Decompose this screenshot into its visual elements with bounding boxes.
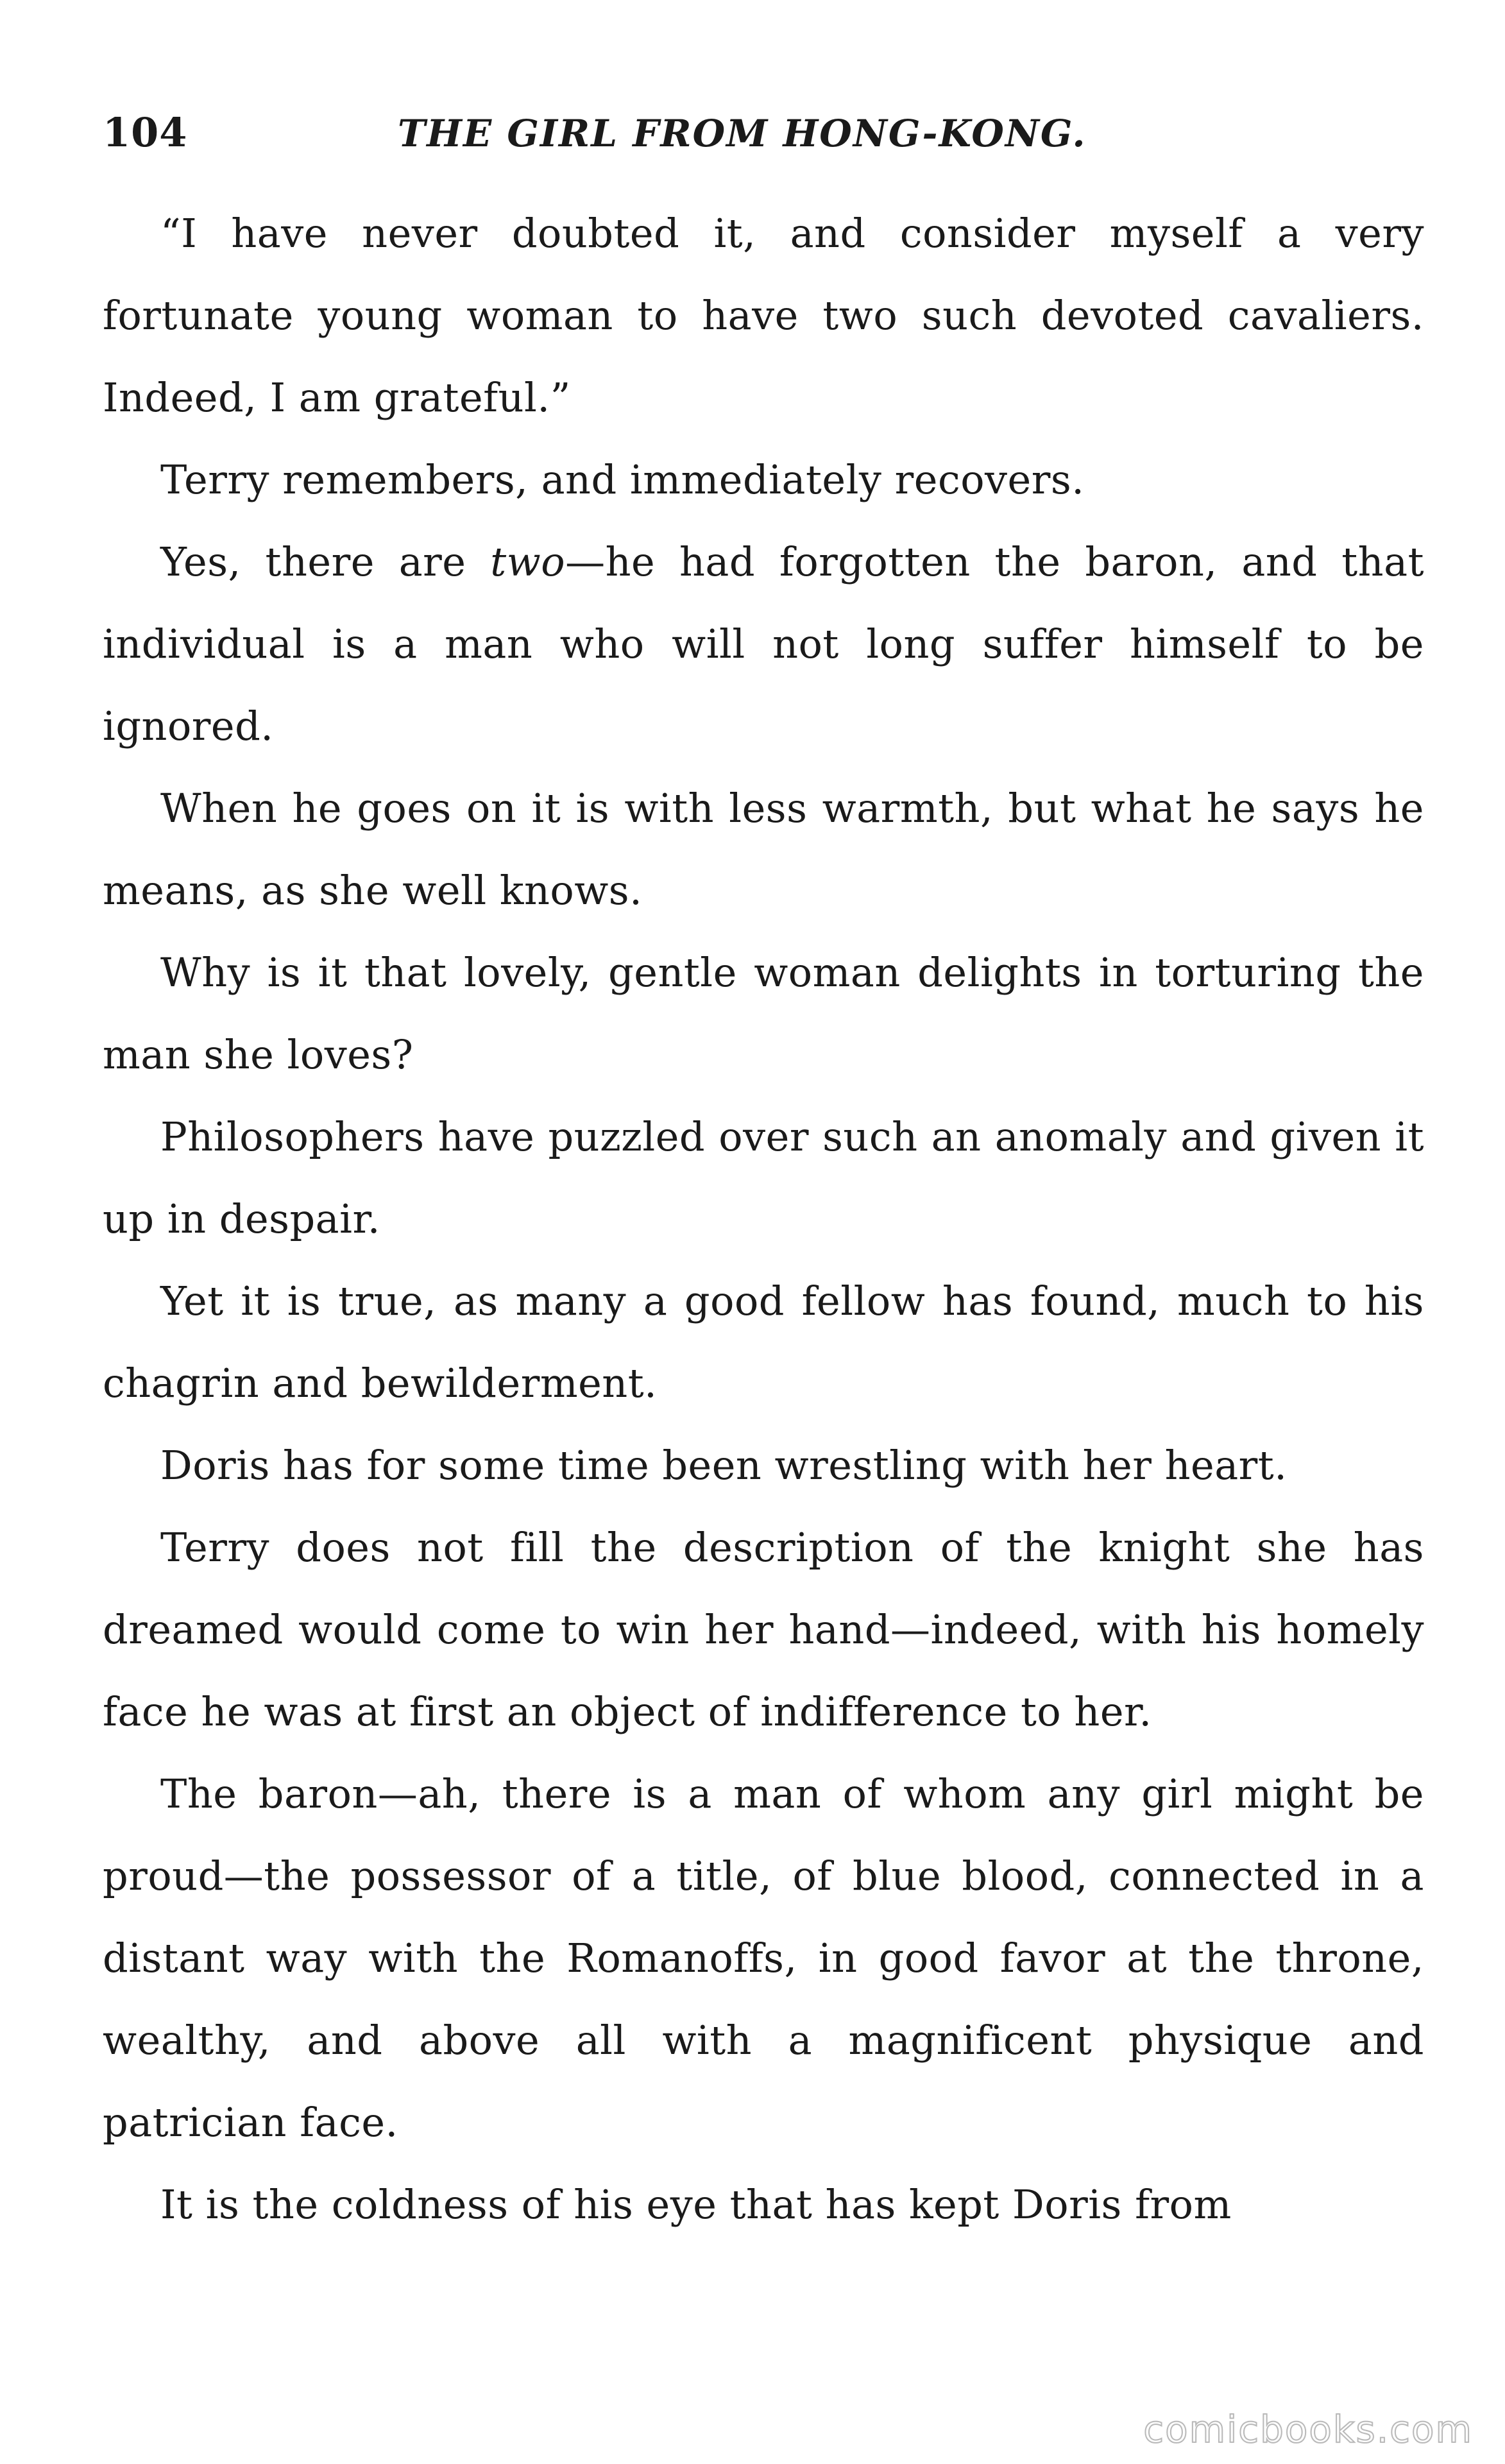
paragraph: Why is it that lovely, gentle woman delights in torturing the man she loves? — [103, 949, 1424, 1078]
paragraph: Yet it is true, as many a good fellow has found, much to his chagrin and bewilderment. — [103, 1278, 1424, 1407]
running-head: THE GIRL FROM HONG-KONG. — [398, 112, 1087, 155]
paragraph: Terry does not fill the description of the knight she has dreamed would come to win her hand—indeed, with his homely face he was at first an object of indifference to her. — [103, 1524, 1424, 1735]
paragraph: Terry remembers, and immediately recovers. — [160, 456, 1085, 503]
page-header — [103, 109, 1411, 180]
paragraph-with-emphasis — [103, 521, 1424, 767]
paragraph-text: Yes, there are — [160, 538, 491, 585]
paragraph: Doris has for some time been wrestling with her heart. — [160, 1442, 1288, 1489]
emphasized-word: two — [490, 538, 566, 585]
paragraph: Philosophers have puzzled over such an anomaly and given it up in despair. — [103, 1113, 1424, 1242]
paragraph-text: —he had forgotten the baron, and that individual is a man who will not long suffer himself to be ignored. — [103, 538, 1424, 749]
site-watermark: comicbooks.com — [1143, 2408, 1473, 2451]
body-text — [103, 193, 1424, 2246]
paragraph: When he goes on it is with less warmth, but what he says he means, as she well knows. — [103, 785, 1424, 914]
paragraph: “I have never doubted it, and consider myself a very fortunate young woman to have two such devoted cavaliers. Indeed, I am grateful.” — [103, 210, 1424, 421]
paragraph: It is the coldness of his eye that has kept Doris from — [160, 2181, 1232, 2228]
page-number: 104 — [103, 109, 188, 156]
paragraph: The baron—ah, there is a man of whom any girl might be proud—the possessor of a title, of blue blood, connected in a distant way with the Romanoffs, in good favor at the throne, wealthy, and above all with a magnificent physique and patrician face. — [103, 1770, 1424, 2146]
